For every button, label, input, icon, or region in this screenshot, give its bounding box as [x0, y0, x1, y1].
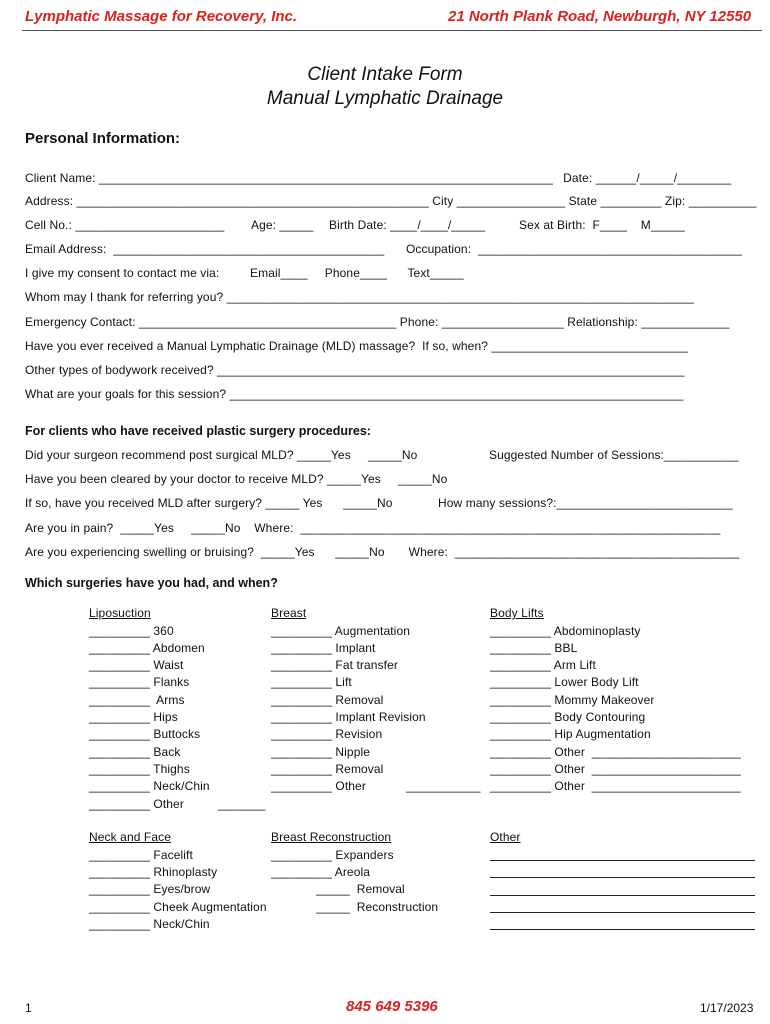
list-item[interactable]: _________ Abdomen [89, 641, 205, 655]
list-item[interactable]: _________ Arm Lift [490, 658, 596, 672]
client-name-line[interactable]: Client Name: ___________________________________________________________________ Date: ______/_____/________ [25, 171, 732, 185]
other-line[interactable] [490, 877, 755, 878]
list-item[interactable]: _________ Areola [271, 865, 371, 879]
page-number: 1 [25, 1001, 32, 1015]
other-line[interactable] [490, 929, 755, 930]
suggested-sessions-line[interactable]: Suggested Number of Sessions:___________ [489, 448, 739, 462]
breast-other-blank[interactable]: ___________ [406, 779, 481, 793]
list-item[interactable]: _________ Augmentation [271, 624, 410, 638]
goals-line[interactable]: What are your goals for this session? ___________________________________________________________________ [25, 387, 684, 401]
list-item[interactable]: _________ Hips [89, 710, 178, 724]
surgeon-recommend-line[interactable]: Did your surgeon recommend post surgical MLD? _____Yes _____No [25, 448, 418, 462]
list-item[interactable]: _____ Removal [316, 882, 405, 896]
list-item[interactable]: _________ Body Contouring [490, 710, 646, 724]
pain-line[interactable]: Are you in pain? _____Yes _____No Where: ______________________________________________________________ [25, 521, 721, 535]
list-item[interactable]: _________ Other [271, 779, 366, 793]
list-item[interactable]: _________ Neck/Chin [89, 779, 210, 793]
cell-line[interactable]: Cell No.: ______________________ [25, 218, 225, 232]
list-item[interactable]: _________ BBL [490, 641, 578, 655]
form-subtitle: Manual Lymphatic Drainage [266, 88, 504, 109]
list-item[interactable]: _________ Facelift [89, 848, 193, 862]
body-lifts-title: Body Lifts [490, 606, 544, 620]
footer-date: 1/17/2023 [700, 1001, 754, 1015]
liposuction-other-blank[interactable]: _______ [218, 797, 266, 811]
other-line[interactable] [490, 895, 755, 896]
list-item[interactable]: _____ Reconstruction [316, 900, 439, 914]
header-divider [22, 30, 762, 31]
list-item[interactable]: _________ Nipple [271, 745, 371, 759]
how-many-sessions-line[interactable]: How many sessions?:__________________________ [438, 496, 733, 510]
breast-title: Breast [271, 606, 307, 620]
list-item[interactable]: _________ Hip Augmentation [490, 727, 651, 741]
list-item[interactable]: _________ Removal [271, 762, 384, 776]
list-item[interactable]: _________ Cheek Augmentation [89, 900, 267, 914]
breast-reconstruction-title: Breast Reconstruction [271, 830, 392, 844]
other-line[interactable] [490, 912, 755, 913]
swelling-line[interactable]: Are you experiencing swelling or bruising? _____Yes _____No Where: __________________________________________ [25, 545, 740, 559]
list-item[interactable]: _________ Other [89, 797, 184, 811]
list-item[interactable]: _________ Other ______________________ [490, 779, 741, 793]
list-item[interactable]: _________ Thighs [89, 762, 190, 776]
footer-phone: 845 649 5396 [346, 998, 438, 1015]
liposuction-title: Liposuction [89, 606, 151, 620]
other-line[interactable] [490, 860, 755, 861]
list-item[interactable]: _________ Buttocks [89, 727, 201, 741]
neck-face-title: Neck and Face [89, 830, 172, 844]
list-item[interactable]: _________ Other ______________________ [490, 745, 741, 759]
list-item[interactable]: _________ Flanks [89, 675, 190, 689]
list-item[interactable]: _________ Fat transfer [271, 658, 398, 672]
address-line[interactable]: Address: ____________________________________________________ City ________________ State _________ Zip: __________ [25, 194, 757, 208]
age-line[interactable]: Age: _____ [251, 218, 314, 232]
surgery-heading: For clients who have received plastic surgery procedures: [25, 424, 371, 438]
list-item[interactable]: _________ 360 [89, 624, 174, 638]
list-item[interactable]: _________ Rhinoplasty [89, 865, 218, 879]
form-title: Client Intake Form [307, 64, 463, 85]
email-line[interactable]: Email Address: ________________________________________ [25, 242, 385, 256]
list-item[interactable]: _________ Neck/Chin [89, 917, 210, 931]
list-item[interactable]: _________ Waist [89, 658, 184, 672]
list-item[interactable]: _________ Revision [271, 727, 383, 741]
emergency-contact-line[interactable]: Emergency Contact: ______________________________________ Phone: __________________ Relationship: _____________ [25, 315, 730, 329]
sex-at-birth-line[interactable]: Sex at Birth: F____ M_____ [519, 218, 685, 232]
list-item[interactable]: _________ Mommy Makeover [490, 693, 655, 707]
list-item[interactable]: _________ Back [89, 745, 181, 759]
list-item[interactable]: _________ Other ______________________ [490, 762, 741, 776]
list-item[interactable]: _________ Abdominoplasty [490, 624, 641, 638]
list-item[interactable]: _________ Expanders [271, 848, 394, 862]
list-item[interactable]: _________ Arms [89, 693, 185, 707]
occupation-line[interactable]: Occupation: _______________________________________ [406, 242, 743, 256]
which-surgeries-heading: Which surgeries have you had, and when? [25, 576, 278, 590]
company-address: 21 North Plank Road, Newburgh, NY 12550 [448, 8, 752, 25]
list-item[interactable]: _________ Implant Revision [271, 710, 426, 724]
list-item[interactable]: _________ Eyes/brow [89, 882, 211, 896]
consent-options[interactable]: Email____ Phone____ Text_____ [250, 266, 464, 280]
list-item[interactable]: _________ Removal [271, 693, 384, 707]
bodywork-line[interactable]: Other types of bodywork received? _____________________________________________________________________ [25, 363, 685, 377]
consent-label: I give my consent to contact me via: [25, 266, 220, 280]
mld-after-surgery-line[interactable]: If so, have you received MLD after surgery? _____ Yes _____No [25, 496, 393, 510]
company-name: Lymphatic Massage for Recovery, Inc. [25, 8, 298, 25]
doctor-cleared-line[interactable]: Have you been cleared by your doctor to receive MLD? _____Yes _____No [25, 472, 448, 486]
other-title: Other [490, 830, 521, 844]
list-item[interactable]: _________ Lift [271, 675, 352, 689]
list-item[interactable]: _________ Lower Body Lift [490, 675, 639, 689]
personal-info-heading: Personal Information: [25, 130, 181, 147]
mld-history-line[interactable]: Have you ever received a Manual Lymphatic Drainage (MLD) massage? If so, when? _____________________________ [25, 339, 688, 353]
list-item[interactable]: _________ Implant [271, 641, 376, 655]
referral-line[interactable]: Whom may I thank for referring you? _____________________________________________________________________ [25, 290, 695, 304]
birth-date-line[interactable]: Birth Date: ____/____/_____ [329, 218, 486, 232]
